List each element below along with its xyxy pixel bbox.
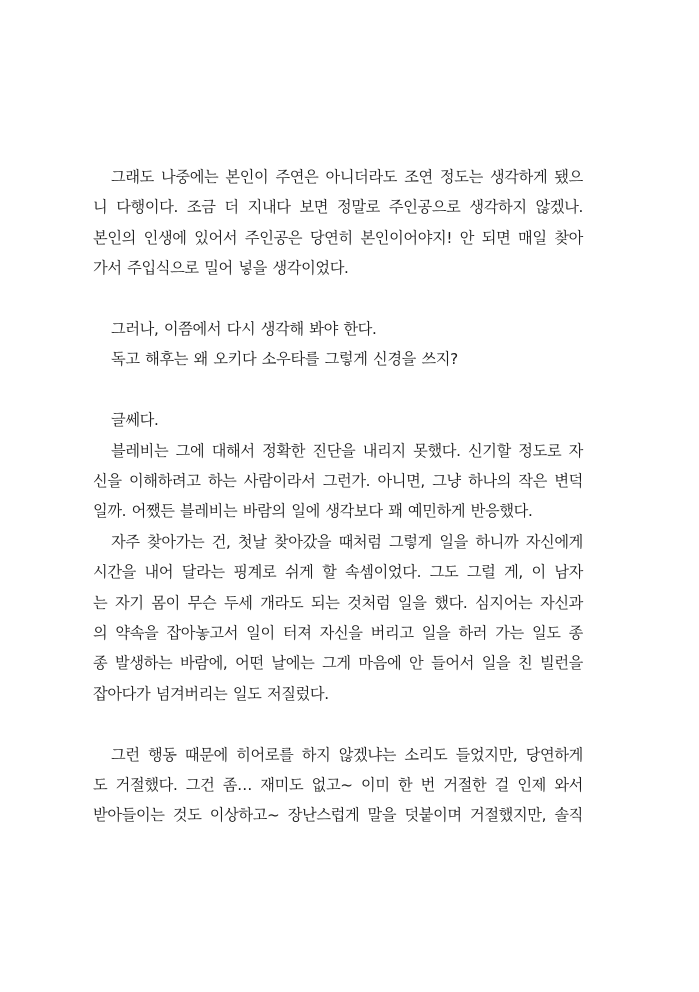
paragraph — [93, 344, 583, 374]
text-line: 본인의 인생에 있어서 주인공은 당연히 본인이어야지! 안 되면 매일 찾아 — [93, 228, 583, 247]
paragraph — [93, 436, 583, 527]
paragraph-gap — [93, 284, 583, 314]
text-line: 받아들이는 것도 이상하고~ 장난스럽게 말을 덧붙이며 거절했지만, 솔직 — [93, 806, 583, 825]
text-line: 신을 이해하려고 하는 사람이라서 그런가. 아니면, 그냥 하나의 작은 변덕 — [93, 472, 583, 491]
paragraph — [93, 527, 583, 709]
text-line: 잡아다가 넘겨버리는 일도 저질렀다. — [93, 684, 329, 703]
text-line: 의 약속을 잡아놓고서 일이 터져 자신을 버리고 일을 하러 가는 일도 종 — [93, 624, 583, 643]
text-line: 는 자기 몸이 무슨 두세 개라도 되는 것처럼 일을 했다. 심지어는 자신과 — [93, 593, 583, 612]
paragraph-gap — [93, 709, 583, 739]
text-line: 독고 해후는 왜 오키다 소우타를 그렇게 신경을 쓰지? — [111, 350, 458, 369]
text-line: 그러나, 이쯤에서 다시 생각해 봐야 한다. — [111, 320, 377, 339]
paragraph — [93, 740, 583, 831]
text-line: 자주 찾아가는 건, 첫날 찾아갔을 때처럼 그렇게 일을 하니까 자신에게 — [111, 532, 583, 551]
text-line: 시간을 내어 달라는 핑계로 쉬게 할 속셈이었다. 그도 그럴 게, 이 남자 — [93, 563, 583, 582]
text-line: 니 다행이다. 조금 더 지내다 보면 정말로 주인공으로 생각하지 않겠나. — [93, 198, 583, 217]
text-line: 도 거절했다. 그건 좀… 재미도 없고~ 이미 한 번 거절한 걸 인제 와서 — [93, 776, 583, 795]
text-line: 그런 행동 때문에 히어로를 하지 않겠냐는 소리도 들었지만, 당연하게 — [111, 745, 583, 764]
text-line: 종 발생하는 바람에, 어떤 날에는 그게 마음에 안 들어서 일을 친 빌런을 — [93, 654, 583, 673]
text-line: 일까. 어쨌든 블레비는 바람의 일에 생각보다 꽤 예민하게 반응했다. — [93, 502, 533, 521]
paragraph — [93, 162, 583, 284]
text-line: 가서 주입식으로 밀어 넣을 생각이었다. — [93, 259, 349, 278]
text-line: 블레비는 그에 대해서 정확한 진단을 내리지 못했다. 신기할 정도로 자 — [111, 441, 583, 460]
paragraph — [93, 314, 583, 344]
paragraph — [93, 405, 583, 435]
text-line: 그래도 나중에는 본인이 주연은 아니더라도 조연 정도는 생각하게 됐으 — [111, 168, 583, 186]
document-page — [93, 162, 583, 831]
text-line: 글쎄다. — [111, 411, 159, 430]
paragraph-gap — [93, 375, 583, 405]
